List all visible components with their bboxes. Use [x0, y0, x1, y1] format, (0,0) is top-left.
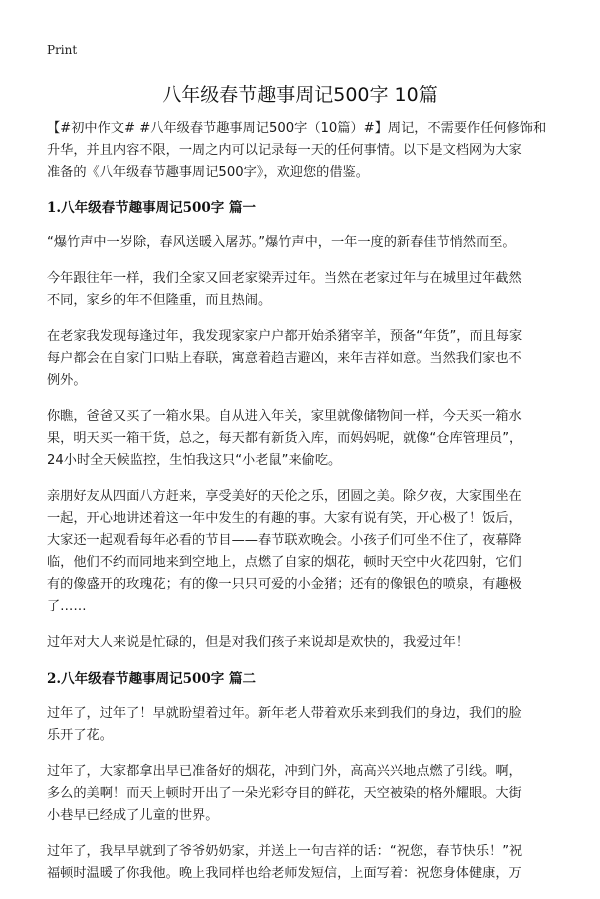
paragraph [47, 486, 559, 618]
text-line: 今年跟往年一样，我们全家又回老家梁弄过年。当然在老家过年与在城里过年截然 [47, 271, 522, 286]
text-line: 过年了，我早早就到了爷爷奶奶家，并送上一句吉祥的话：“祝您，春节快乐！”祝 [47, 844, 523, 859]
text-line: “爆竹声中一岁除，春风送暖入屠苏。”爆竹声中，一年一度的新春佳节悄然而至。 [47, 235, 516, 250]
text-line: 福顿时温暖了你我他。晚上我同样也给老师发短信，上面写着：祝您身体健康，万 [47, 866, 522, 881]
text-line: 小巷早已经成了儿童的世界。 [47, 808, 219, 823]
text-line: 不同，家乡的年不但隆重，而且热闹。 [47, 293, 272, 308]
text-line: 亲朋好友从四面八方赶来，享受美好的天伦之乐，团圆之美。除夕夜，大家围坐在 [47, 489, 522, 504]
text-line: 果，明天买一箱干货，总之，每天都有新货入库，而妈妈呢，就像“仓库管理员”， [47, 431, 523, 446]
text-line: 升华，并且内容不限，一周之内可以记录每一天的任何事情。以下是文档网为大家 [47, 143, 522, 158]
section-heading: 2.八年级春节趣事周记500字 篇二 [47, 671, 256, 687]
paragraph [47, 406, 559, 472]
paragraph [47, 703, 559, 747]
paragraph [47, 232, 559, 254]
text-line: 例外。 [47, 373, 87, 388]
text-line: 24小时全天候监控，生怕我这只“小老鼠”来偷吃。 [47, 453, 342, 468]
text-line: 过年对大人来说是忙碌的，但是对我们孩子来说却是欢快的，我爱过年！ [47, 635, 469, 650]
text-line: 了…… [47, 599, 87, 614]
text-line: 每户都会在自家门口贴上春联，寓意着趋吉避凶，来年吉祥如意。当然我们家也不 [47, 351, 522, 366]
text-line: 临，他们不约而同地来到空地上，点燃了自家的烟花，顿时天空中火花四射，它们 [47, 555, 522, 570]
text-line: 在老家我发现每逢过年，我发现家家户户都开始杀猪宰羊，预备“年货”，而且每家 [47, 329, 523, 344]
document-body [47, 118, 559, 899]
paragraph [47, 268, 559, 312]
text-line: 过年了，过年了！早就盼望着过年。新年老人带着欢乐来到我们的身边，我们的脸 [47, 706, 522, 721]
text-line: 多么的美啊！而天上顿时开出了一朵光彩夺目的鲜花，天空被染的格外耀眼。大街 [47, 786, 522, 801]
paragraph [47, 761, 559, 827]
text-line: 乐开了花。 [47, 728, 113, 743]
paragraph [47, 841, 559, 885]
text-line: 一起，开心地讲述着这一年中发生的有趣的事。大家有说有笑，开心极了！饭后， [47, 511, 522, 526]
paragraph [47, 326, 559, 392]
document-title: 八年级春节趣事周记500字 10篇 [162, 84, 438, 106]
section-heading: 1.八年级春节趣事周记500字 篇一 [47, 200, 256, 216]
print-label: Print [47, 43, 78, 57]
text-line: 过年了，大家都拿出早已准备好的烟花，冲到门外，高高兴兴地点燃了引线。啊， [47, 764, 522, 779]
text-line: 有的像盛开的玫瑰花；有的像一只只可爱的小金猪；还有的像银色的喷泉，有趣极 [47, 577, 522, 592]
text-line: 准备的《八年级春节趣事周记500字》，欢迎您的借鉴。 [47, 165, 369, 180]
text-line: 你瞧，爸爸又买了一箱水果。自从进入年关，家里就像储物间一样，今天买一箱水 [47, 409, 522, 424]
text-line: 【#初中作文# #八年级春节趣事周记500字（10篇）#】周记，不需要作任何修饰和 [47, 121, 547, 136]
text-line: 大家还一起观看每年必看的节目——春节联欢晚会。小孩子们可坐不住了，夜幕降 [47, 533, 522, 548]
intro-paragraph [47, 118, 559, 184]
paragraph [47, 632, 559, 654]
